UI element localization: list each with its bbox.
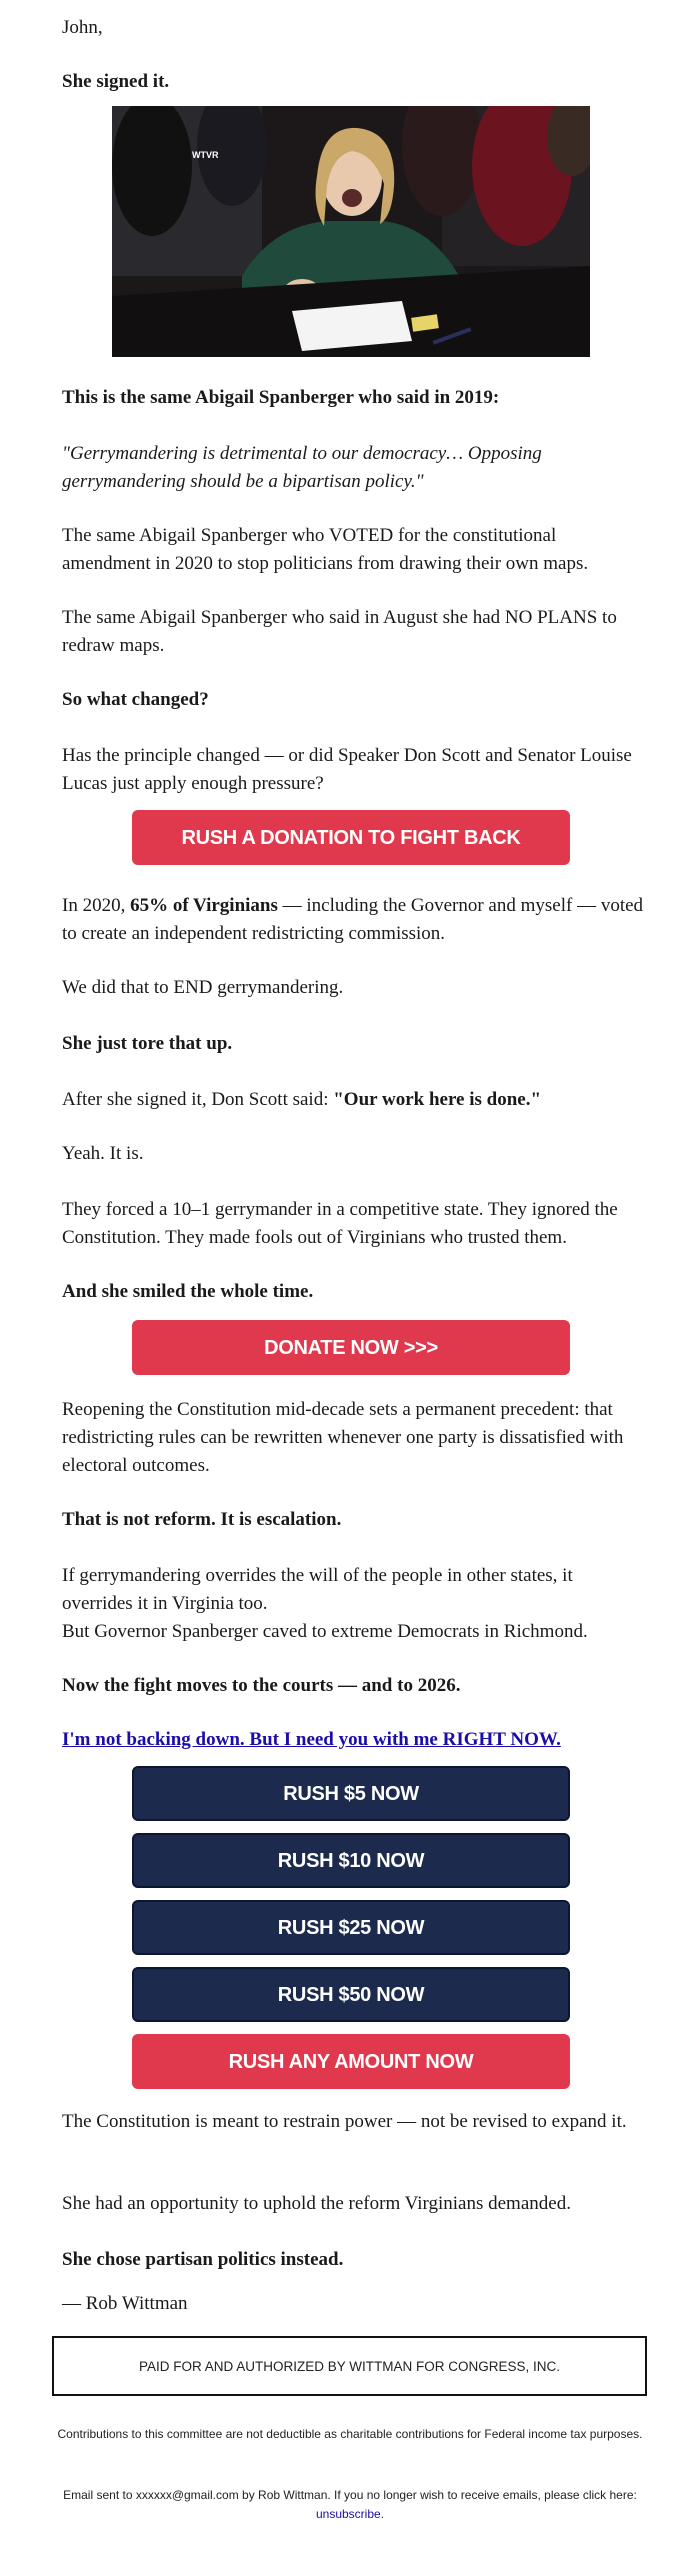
para5-pre: In 2020, <box>62 895 131 916</box>
para5 <box>62 892 646 948</box>
para2: The same Abigail Spanberger who VOTED for the constitutional amendment in 2020 to stop politicians from drawing their own maps. <box>62 525 589 574</box>
footer-email-text: Email sent to xxxxxx@gmail.com by Rob Wittman. If you no longer wish to receive emails, please click here: <box>63 2488 637 2502</box>
para11 <box>62 1562 646 1646</box>
para5-post: — including the Governor and myself — voted to create an independent redistricting commission. <box>62 895 644 944</box>
para10: Reopening the Constitution mid-decade sets a permanent precedent: that redistricting rules can be rewritten whenever one party is dissatisfied with electoral outcomes. <box>62 1399 624 1476</box>
para1-heading: This is the same Abigail Spanberger who said in 2019: <box>62 387 500 408</box>
donate-fight-back-button[interactable]: RUSH A DONATION TO FIGHT BACK <box>132 810 570 865</box>
para7-pre: After she signed it, Don Scott said: <box>62 1089 334 1110</box>
signing-photo <box>112 106 590 357</box>
heading-reform: That is not reform. It is escalation. <box>62 1509 342 1530</box>
para11-line1: If gerrymandering overrides the will of the people in other states, it overrides it in Virginia too. <box>62 1565 573 1614</box>
watermark-text: WTVR <box>192 150 219 160</box>
para7 <box>62 1086 646 1114</box>
para6: We did that to END gerrymandering. <box>62 977 344 998</box>
paid-for-text: PAID FOR AND AUTHORIZED BY WITTMAN FOR CONGRESS, INC. <box>138 2358 561 2374</box>
link-paragraph <box>62 1726 646 1754</box>
para5-bold: 65% of Virginians <box>130 895 278 916</box>
rush-10-button[interactable]: RUSH $10 NOW <box>132 1833 570 1888</box>
headline: She signed it. <box>62 71 170 92</box>
para13: She had an opportunity to uphold the reform Virginians demanded. <box>62 2193 571 2214</box>
para4: Has the principle changed — or did Speaker Don Scott and Senator Louise Lucas just apply enough pressure? <box>62 745 632 794</box>
heading-changed: So what changed? <box>62 689 209 710</box>
para9: They forced a 10–1 gerrymander in a competitive state. They ignored the Constitution. They made fools out of Virginians who trusted them. <box>62 1199 618 1248</box>
heading-smiled: And she smiled the whole time. <box>62 1281 314 1302</box>
heading-tore: She just tore that up. <box>62 1033 233 1054</box>
para12: The Constitution is meant to restrain power — not be revised to expand it. <box>62 2111 627 2132</box>
rush-25-button[interactable]: RUSH $25 NOW <box>132 1900 570 1955</box>
para7-bold: "Our work here is done." <box>333 1089 542 1110</box>
rush-50-button[interactable]: RUSH $50 NOW <box>132 1967 570 2022</box>
footer-tax: Contributions to this committee are not deductible as charitable contributions for Federal income tax purposes. <box>57 2427 643 2441</box>
heading-courts: Now the fight moves to the courts — and to 2026. <box>62 1675 461 1696</box>
greeting: John, <box>62 17 103 38</box>
heading-chose: She chose partisan politics instead. <box>62 2249 344 2270</box>
footer-email <box>40 2486 660 2524</box>
signing-photo-illustration <box>112 106 590 357</box>
quote: "Gerrymandering is detrimental to our democracy… Opposing gerrymandering should be a bipartisan policy." <box>62 443 542 492</box>
unsubscribe-link[interactable]: unsubscribe. <box>315 2507 385 2521</box>
para8: Yeah. It is. <box>62 1143 144 1164</box>
rush-5-button[interactable]: RUSH $5 NOW <box>132 1766 570 1821</box>
paid-for-box <box>52 2336 647 2396</box>
donate-now-button[interactable]: DONATE NOW >>> <box>132 1320 570 1375</box>
signature: — Rob Wittman <box>62 2293 188 2314</box>
para11-line2: But Governor Spanberger caved to extreme Democrats in Richmond. <box>62 1621 588 1642</box>
backing-link[interactable]: I'm not backing down. But I need you with me RIGHT NOW. <box>62 1729 561 1750</box>
para3: The same Abigail Spanberger who said in August she had NO PLANS to redraw maps. <box>62 607 617 656</box>
rush-any-amount-button[interactable]: RUSH ANY AMOUNT NOW <box>132 2034 570 2089</box>
